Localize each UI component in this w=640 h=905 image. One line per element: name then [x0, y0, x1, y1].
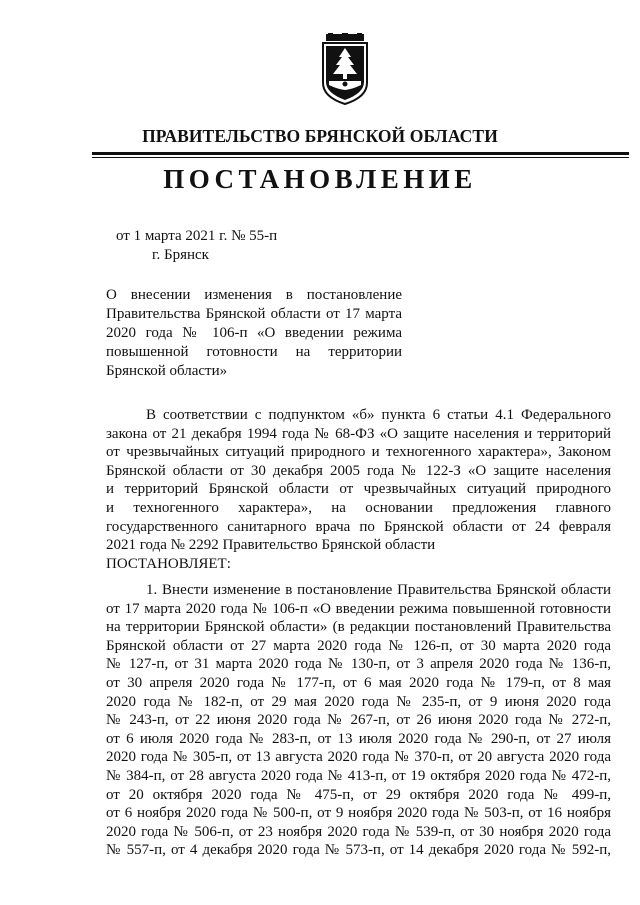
subject-line: 2020 года № 106-п «О введении режима [106, 325, 402, 341]
resolution-keyword: ПОСТАНОВЛЯЕТ: [106, 555, 231, 572]
item-1-line: № 243-п, от 22 июня 2020 года № 267-п, от 26 июня 2020 года № 272-п, [106, 712, 611, 729]
item-1-line: от 30 апреля 2020 года № 177-п, от 6 мая 2020 года № 179-п, от 8 мая [106, 674, 611, 691]
preamble-line: государственного санитарного врача по Брянской области от 24 февраля [106, 518, 611, 535]
bryansk-coat-of-arms-icon [317, 33, 373, 105]
preamble-line: и территорий Брянской области от чрезвычайных ситуаций природного [106, 481, 611, 498]
header-divider-thin [92, 157, 629, 158]
preamble-line: и техногенного характера», на основании предложения главного [106, 499, 611, 516]
item-1-line: от 17 марта 2020 года № 106-п «О введении режима повышенной готовности [106, 600, 611, 617]
item-1-line: 2020 года № 506-п, от 23 ноября 2020 года № 539-п, от 30 ноября 2020 года [106, 823, 611, 840]
item-1-line: от 20 октября 2020 года № 475-п, от 29 октября 2020 года № 499-п, [106, 786, 611, 803]
item-1-line: на территории Брянской области» (в редакции постановлений Правительства [106, 619, 611, 636]
coat-of-arms-emblem [317, 33, 373, 105]
subject-line: Брянской области» [106, 363, 228, 379]
item-1-line: № 384-п, от 28 августа 2020 года № 413-п, от 19 октября 2020 года № 472-п, [106, 767, 611, 784]
preamble-line: закона от 21 декабря 1994 года № 68-ФЗ «О защите населения и территорий [106, 425, 611, 442]
item-1-line: 2020 года № 182-п, от 29 мая 2020 года № 235-п, от 9 июня 2020 года [106, 693, 611, 710]
item-1-paragraph [106, 581, 611, 860]
preamble-line: от чрезвычайных ситуаций природного и техногенного характера», Законом [106, 444, 611, 461]
item-1-line: № 557-п, от 4 декабря 2020 года № 573-п, от 14 декабря 2020 года № 592-п, [106, 842, 611, 859]
item-1-line: Брянской области от 27 марта 2020 года № 126-п, от 30 марта 2020 года [106, 637, 611, 654]
document-type-title: ПОСТАНОВЛЕНИЕ [163, 164, 477, 194]
item-1-line: 1. Внести изменение в постановление Правительства Брянской области [146, 582, 611, 598]
item-1-line: 2020 года № 305-п, от 13 августа 2020 года № 370-п, от 20 августа 2020 года [106, 749, 611, 766]
subject-line: Правительства Брянской области от 17 марта [106, 306, 402, 322]
preamble-line: В соответствии с подпунктом «б» пункта 6 статьи 4.1 Федерального [146, 407, 611, 423]
item-1-line: от 6 ноября 2020 года № 500-п, от 9 ноября 2020 года № 503-п, от 16 ноября [106, 805, 611, 822]
subject-line: О внесении изменения в постановление [106, 287, 402, 303]
preamble-paragraph [106, 406, 611, 573]
item-1-line: от 6 июля 2020 года № 283-п, от 13 июля 2020 года № 290-п, от 27 июля [106, 730, 611, 747]
header-divider-thick [92, 152, 629, 155]
organization-title: ПРАВИТЕЛЬСТВО БРЯНСКОЙ ОБЛАСТИ [142, 126, 498, 146]
date-and-number: от 1 марта 2021 г. № 55-п [116, 228, 278, 244]
city-name: г. Брянск [152, 247, 209, 263]
preamble-line: Брянской области от 30 декабря 2005 года № 122-З «О защите населения [106, 462, 611, 479]
item-1-line: № 127-п, от 31 марта 2020 года № 130-п, от 3 апреля 2020 года № 136-п, [106, 656, 611, 673]
document-subject [106, 286, 402, 381]
preamble-line: 2021 года № 2292 Правительство Брянской области [106, 537, 436, 554]
subject-line: повышенной готовности на территории [106, 344, 402, 360]
